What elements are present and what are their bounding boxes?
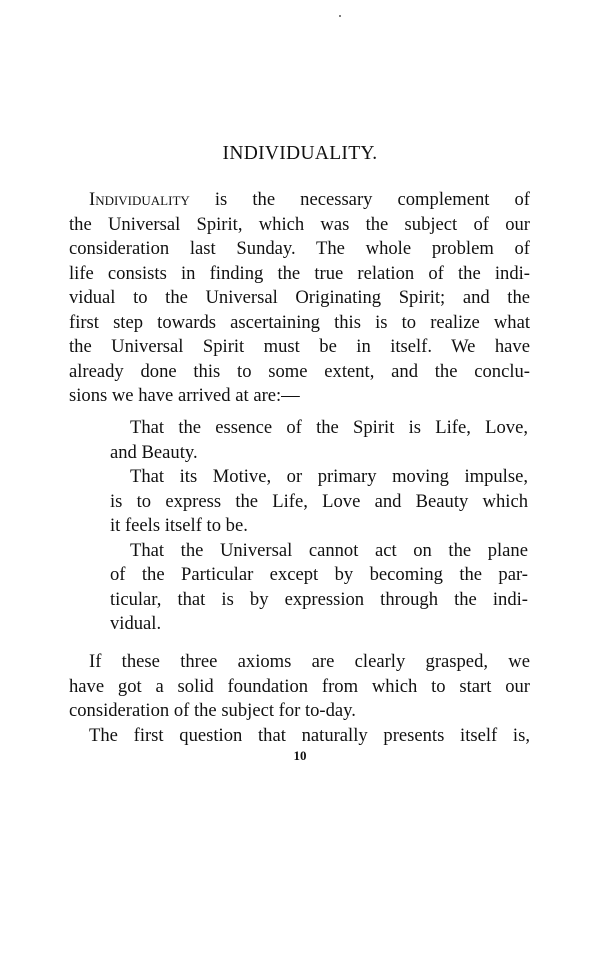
- text-span: is the necessary complement of: [214, 189, 530, 210]
- axiom-line: of the Particular except by becoming the par-: [110, 564, 528, 585]
- axiom-line: That the Universal cannot act on the plane: [130, 539, 528, 561]
- text-line: consideration last Sunday. The whole problem of: [69, 238, 530, 259]
- axioms-list: [110, 416, 528, 637]
- axiom-line: and Beauty.: [110, 441, 198, 463]
- lead-word: Individuality: [89, 189, 190, 210]
- axiom-line: is to express the Life, Love and Beauty which: [110, 490, 528, 512]
- text-line: The first question that naturally presents itself is,: [89, 724, 530, 746]
- axiom-line: That the essence of the Spirit is Life, Love,: [130, 417, 528, 438]
- text-line: already done this to some extent, and the conclu-: [69, 360, 530, 382]
- axiom-line: it feels itself to be.: [110, 515, 248, 536]
- axiom-line: vidual.: [110, 613, 162, 634]
- axiom-line: ticular, that is by expression through the indi-: [110, 588, 528, 610]
- text-line: consideration of the subject for to-day.: [69, 700, 356, 721]
- text-line: [69, 188, 530, 213]
- axiom-line: That its Motive, or primary moving impulse,: [130, 466, 528, 487]
- paragraph-1: [69, 188, 530, 409]
- paragraph-2: [69, 650, 530, 748]
- text-line: first step towards ascertaining this is to realize what: [69, 311, 530, 333]
- text-line: vidual to the Universal Originating Spirit; and the: [69, 287, 530, 308]
- text-line: the Universal Spirit must be in itself. We have: [69, 336, 530, 357]
- text-line: sions we have arrived at are:—: [69, 385, 300, 406]
- chapter-title: INDIVIDUALITY.: [222, 143, 378, 164]
- text-line: the Universal Spirit, which was the subject of our: [69, 213, 530, 235]
- page-number: 10: [293, 748, 307, 763]
- text-line: life consists in finding the true relation of the indi-: [69, 262, 530, 284]
- scan-speck: [339, 15, 341, 17]
- text-line: If these three axioms are clearly grasped, we: [89, 651, 530, 672]
- text-line: have got a solid foundation from which to start our: [69, 675, 530, 697]
